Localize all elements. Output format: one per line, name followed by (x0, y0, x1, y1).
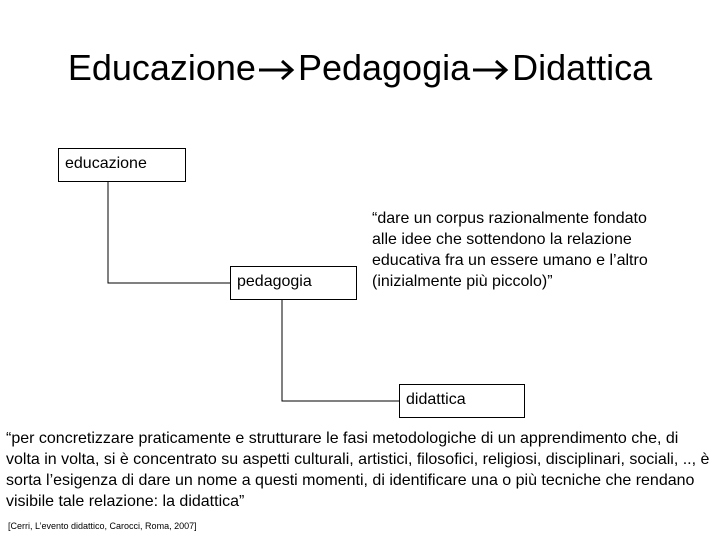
connector-educazione-pedagogia (108, 182, 230, 283)
title-pedagogia: Pedagogia (297, 47, 471, 88)
connector-pedagogia-didattica (282, 300, 399, 401)
box-pedagogia: pedagogia (230, 266, 357, 300)
citation: [Cerri, L’evento didattico, Carocci, Roma, 2007] (8, 521, 197, 531)
title-educazione: Educazione (67, 47, 256, 88)
title-didattica: Didattica (512, 47, 653, 88)
quote-pedagogia: “dare un corpus razionalmente fondato alle idee che sottendono la relazione educativa fra un essere umano e l’altro (inizialmente più piccolo)” (372, 210, 648, 290)
quote-didattica: “per concretizzare praticamente e strutturare le fasi metodologiche di un apprendimento che, di volta in volta, si è concentrato su aspetti culturali, artistici, filosofici, religiosi, disciplinari, sociali, .., è sorta l’esigenza di dare un nome a questi momenti, di identificare una o più tecniche che rendano visibile tale relazione: la didattica” (6, 430, 710, 510)
box-didattica: didattica (399, 384, 525, 418)
box-educazione: educazione (58, 148, 186, 182)
